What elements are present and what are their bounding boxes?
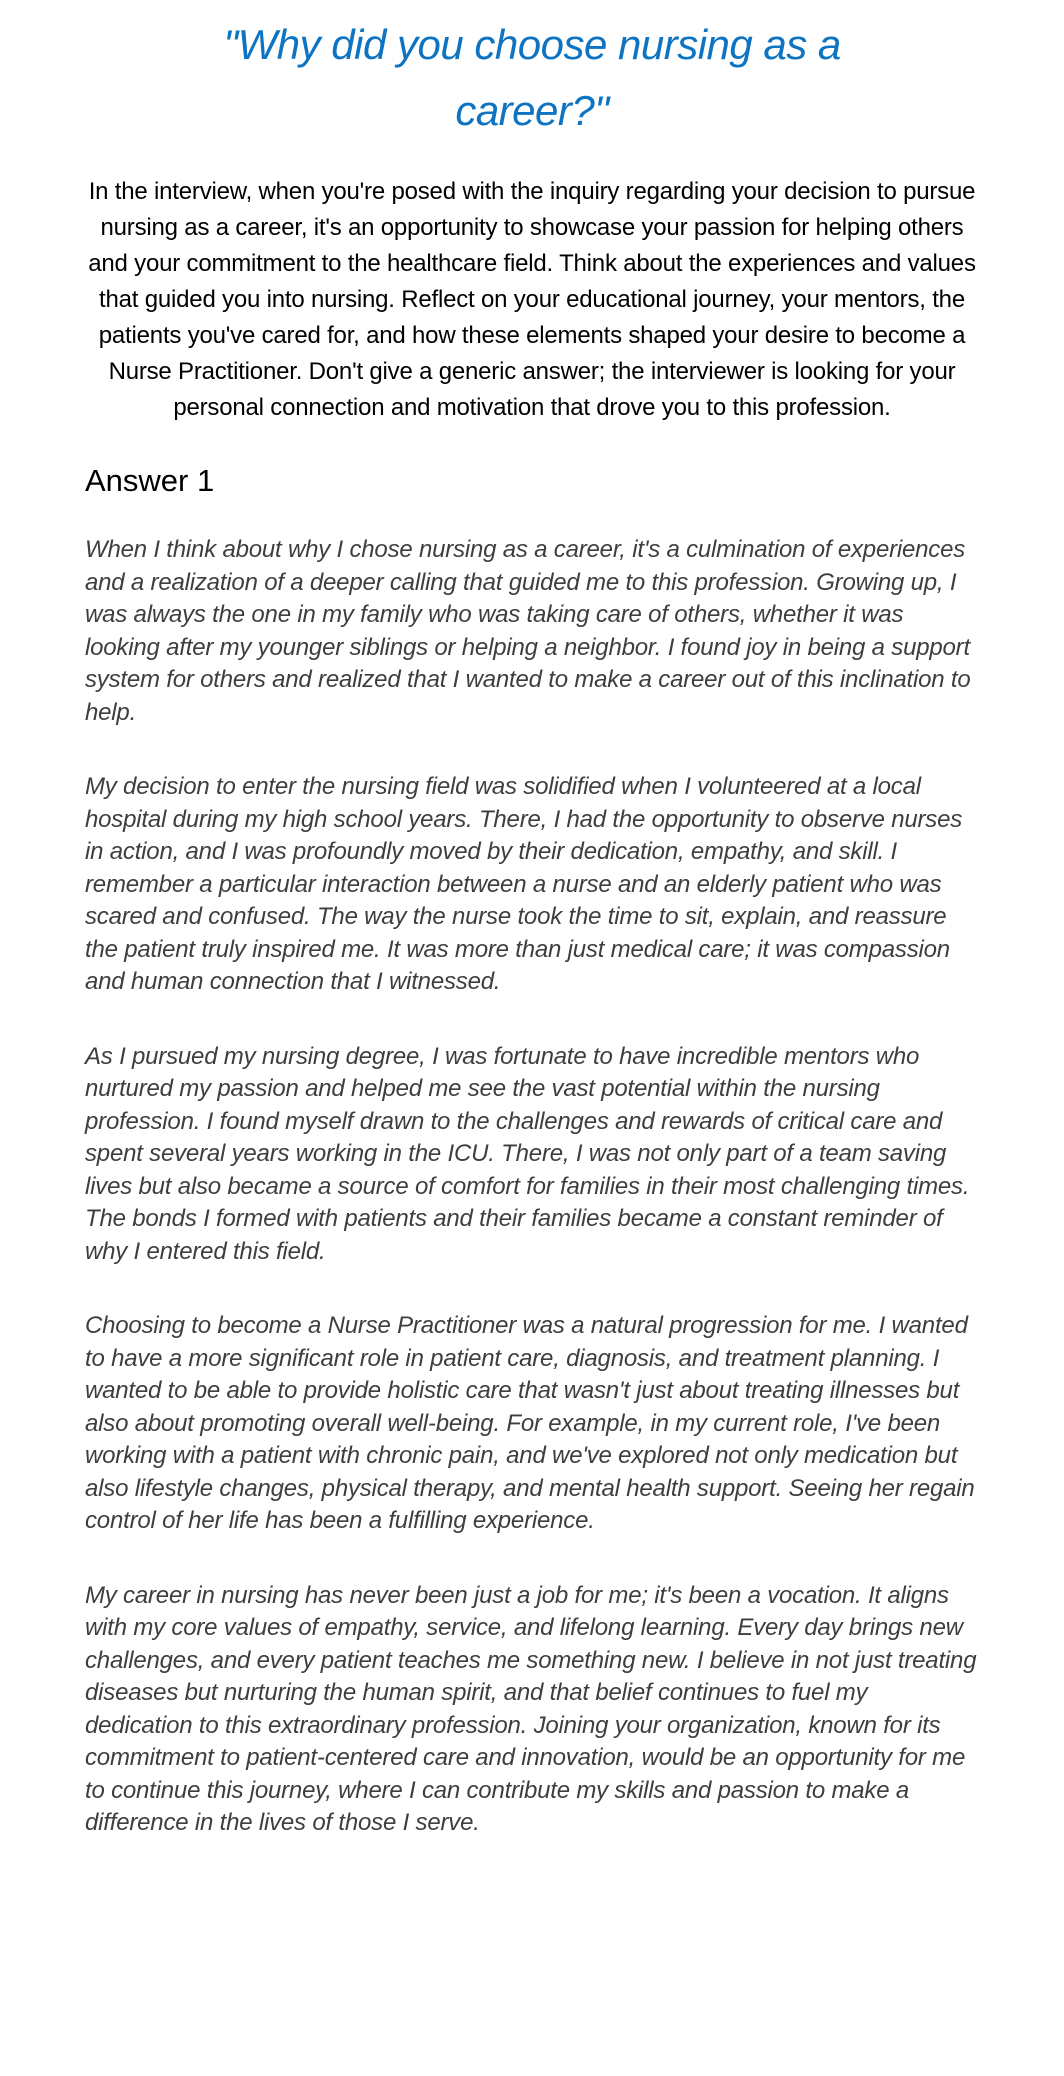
answer-paragraph-2: My decision to enter the nursing field was solidified when I volunteered at a local hospital during my high school years. There, I had the opportunity to observe nurses in action, and I was profoundly moved by their dedication, empathy, and skill. I remember a particular interaction between a nurse and an elderly patient who was scared and confused. The way the nurse took the time to sit, explain, and reassure the patient truly inspired me. It was more than just medical care; it was compassion and human connection that I witnessed. [85,773,963,995]
intro-paragraph: In the interview, when you're posed with the inquiry regarding your decision to pursue nursing as a career, it's an opportunity to showcase your passion for helping others and your commitment to the healthcare field. Think about the experiences and values that guided you into nursing. Reflect on your educational journey, your mentors, the patients you've cared for, and how these elements shaped your desire to become a Nurse Practitioner. Don't give a generic answer; the interviewer is looking for your personal connection and motivation that drove you to this profession. [88,178,976,421]
answer-paragraph-1: When I think about why I chose nursing as a career, it's a culmination of experiences and a realization of a deeper calling that guided me to this profession. Growing up, I was always the one in my family who was taking care of others, whether it was looking after my younger siblings or helping a neighbor. I found joy in being a support system for others and realized that I wanted to make a career out of this inclination to help. [85,536,971,726]
document-title: "Why did you choose nursing as a career?" [223,21,841,134]
answer-paragraph-3: As I pursued my nursing degree, I was fortunate to have incredible mentors who nurtured my passion and helped me see the vast potential within the nursing profession. I found myself drawn to the challenges and rewards of critical care and spent several years working in the ICU. There, I was not only part of a team saving lives but also became a source of comfort for families in their most challenging times. The bonds I formed with patients and their families became a constant reminder of why I entered this field. [85,1042,970,1265]
answer-paragraph-5: My career in nursing has never been just a job for me; it's been a vocation. It aligns with my core values of empathy, service, and lifelong learning. Every day brings new challenges, and every patient teaches me something new. I believe in not just treating diseases but nurturing the human spirit, and that belief continues to fuel my dedication to this extraordinary profession. Joining your organization, known for its commitment to patient-centered care and innovation, would be an opportunity for me to continue this journey, where I can contribute my skills and passion to make a difference in the lives of those I serve. [85,1581,977,1836]
answer-body [85,534,979,1840]
answer-heading: Answer 1 [85,463,215,498]
answer-paragraph-4: Choosing to become a Nurse Practitioner was a natural progression for me. I wanted to have a more significant role in patient care, diagnosis, and treatment planning. I wanted to be able to provide holistic care that wasn't just about treating illnesses but also about promoting overall well-being. For example, in my current role, I've been working with a patient with chronic pain, and we've explored not only medication but also lifestyle changes, physical therapy, and mental health support. Seeing her regain control of her life has been a fulfilling experience. [85,1312,975,1534]
